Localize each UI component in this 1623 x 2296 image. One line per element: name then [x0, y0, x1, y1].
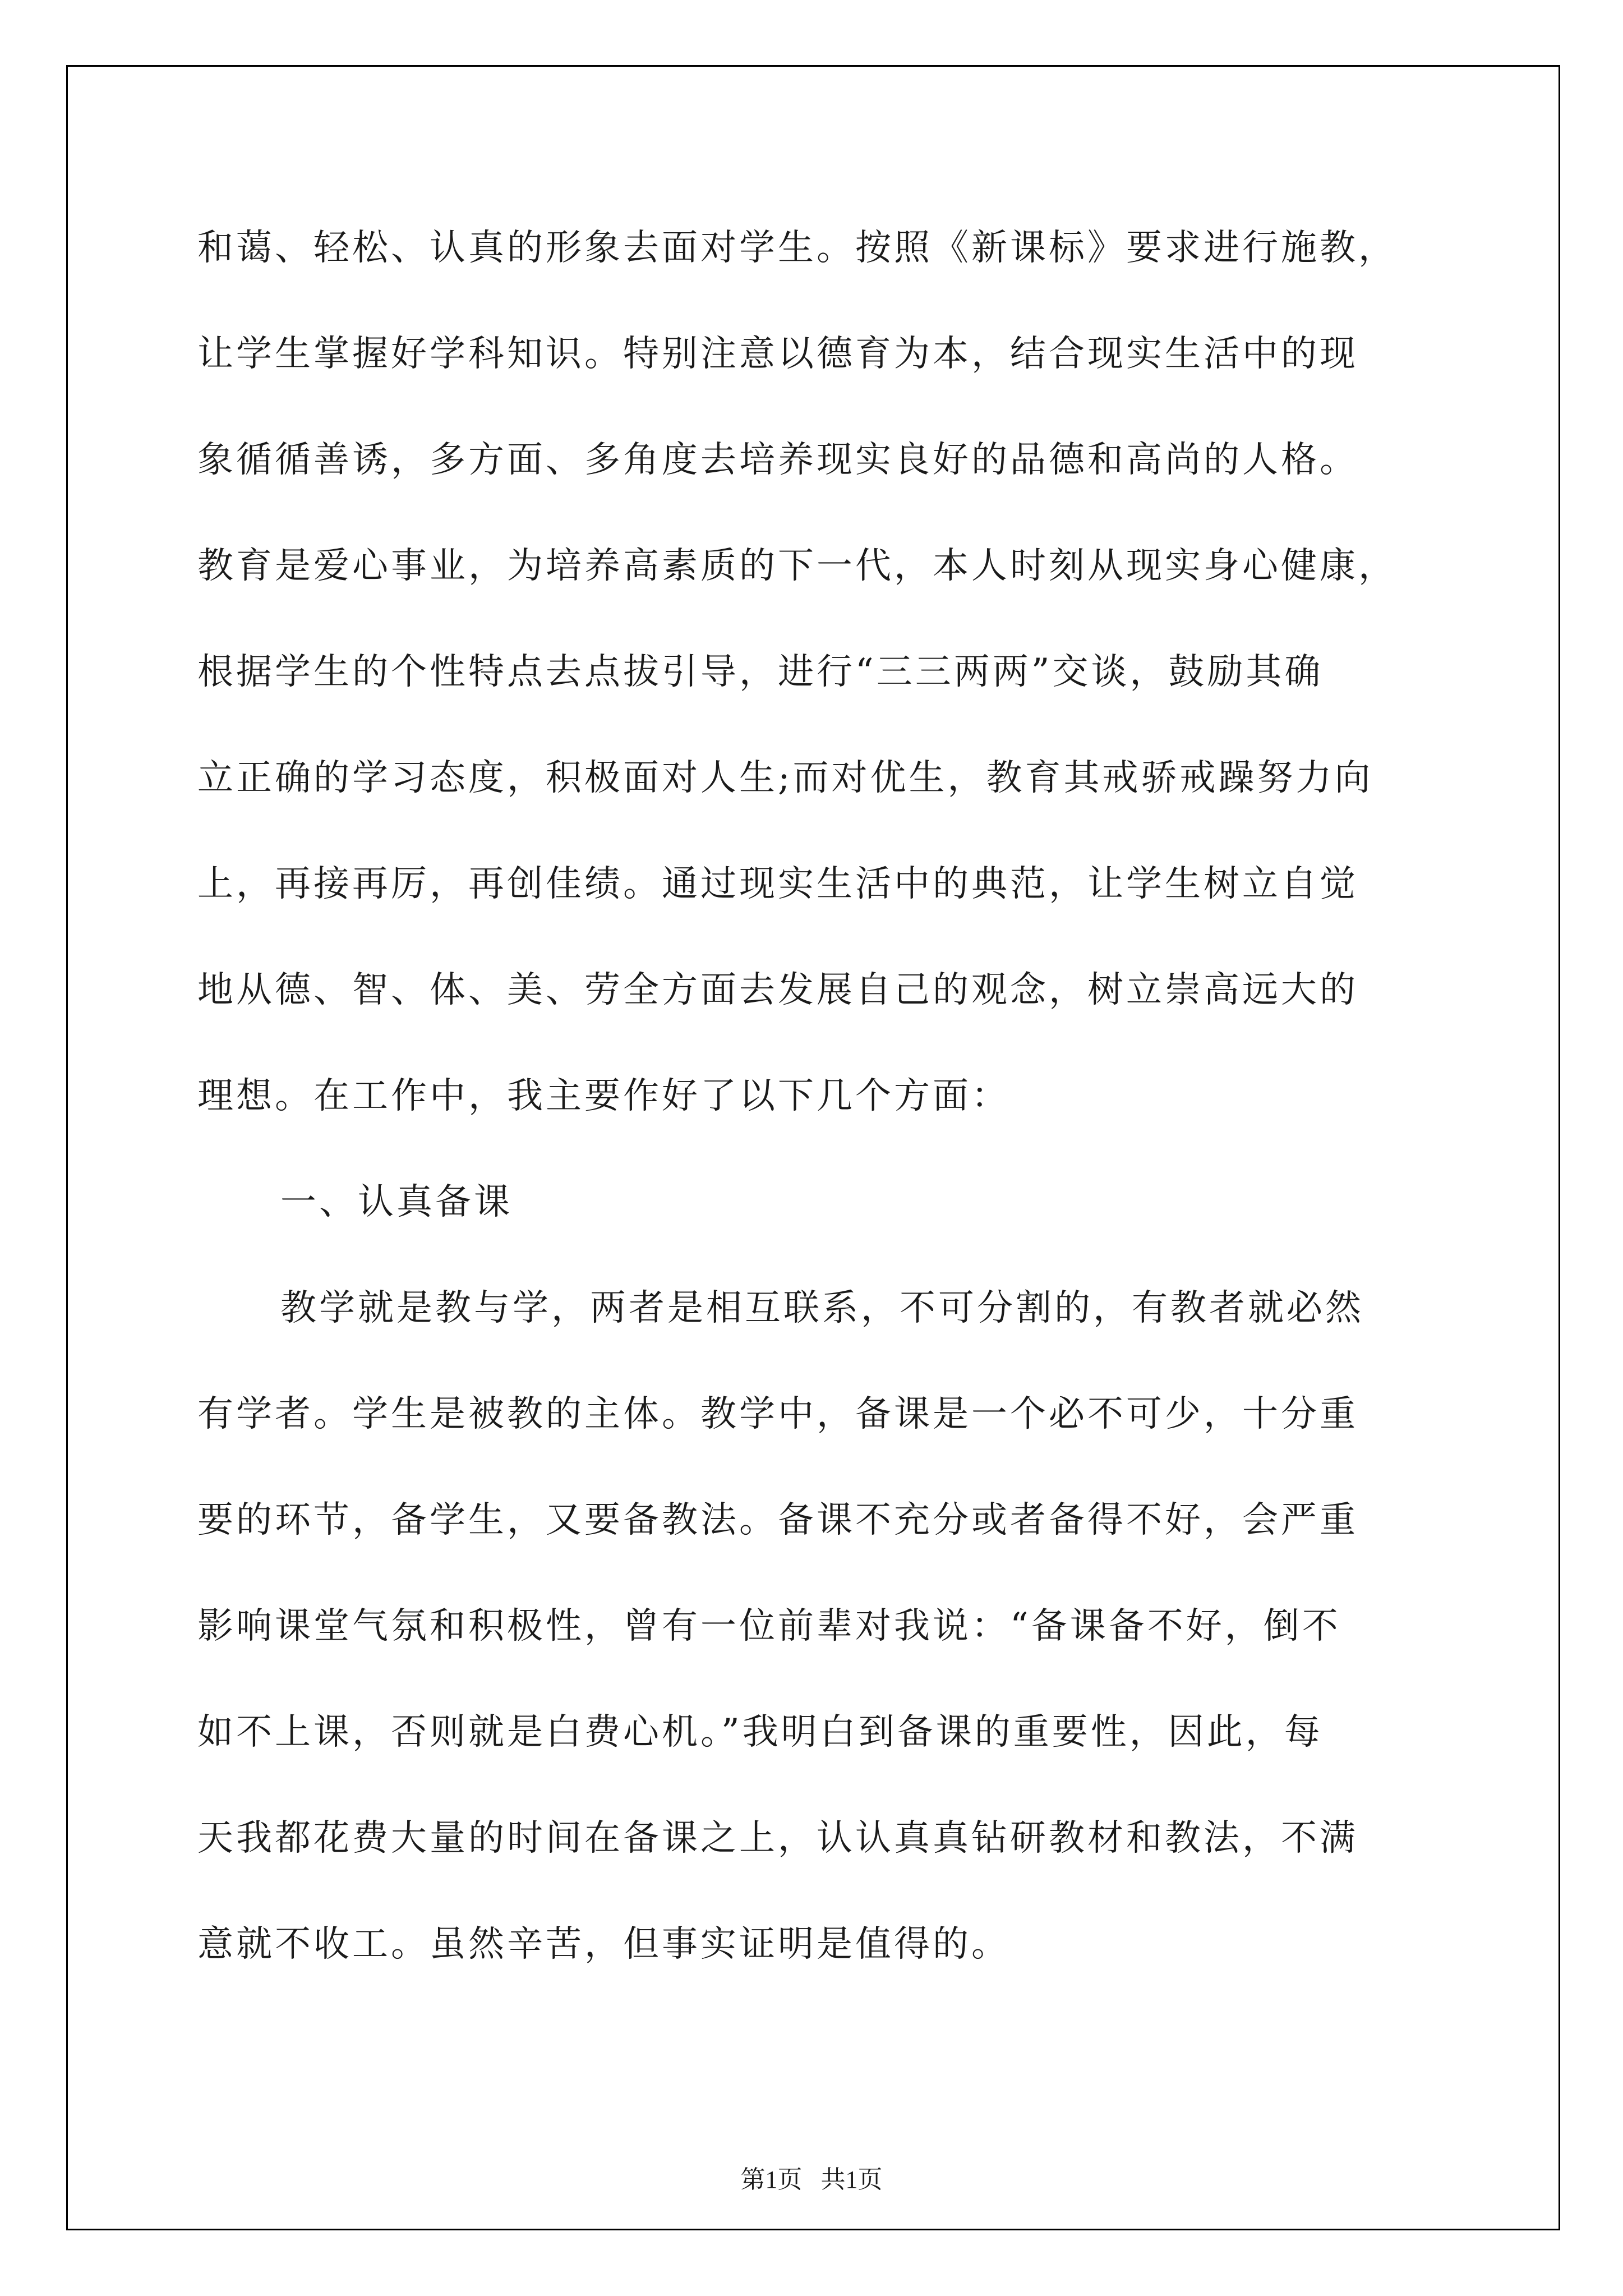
section-heading: 一、认真备课 [280, 1181, 513, 1223]
paragraph-line: 教学就是教与学，两者是相互联系，不可分割的，有教者就必然 [280, 1287, 1364, 1329]
page-footer: 第1页 共1页 [740, 2166, 883, 2193]
page-border [66, 65, 1560, 2230]
paragraph-line: 象循循善诱，多方面、多角度去培养现实良好的品德和高尚的人格。 [197, 439, 1358, 481]
paragraph-line: 要的环节，备学生，又要备教法。备课不充分或者备得不好，会严重 [197, 1499, 1358, 1541]
paragraph-line: 影响课堂气氛和积极性，曾有一位前辈对我说：“备课备不好，倒不 [197, 1605, 1341, 1647]
paragraph-line: 让学生掌握好学科知识。特别注意以德育为本，结合现实生活中的现 [197, 333, 1358, 375]
paragraph-line: 地从德、智、体、美、劳全方面去发展自己的观念，树立崇高远大的 [197, 969, 1358, 1011]
paragraph-line: 有学者。学生是被教的主体。教学中，备课是一个必不可少，十分重 [197, 1393, 1358, 1435]
paragraph-line: 根据学生的个性特点去点拔引导，进行“三三两两”交谈，鼓励其确 [197, 651, 1324, 693]
paragraph-line: 教育是爱心事业，为培养高素质的下一代，本人时刻从现实身心健康， [197, 545, 1397, 587]
paragraph-line: 立正确的学习态度，积极面对人生;而对优生，教育其戒骄戒躁努力向 [197, 757, 1373, 799]
paragraph-line: 和蔼、轻松、认真的形象去面对学生。按照《新课标》要求进行施教， [197, 227, 1397, 269]
paragraph-line: 天我都花费大量的时间在备课之上，认认真真钻研教材和教法，不满 [197, 1818, 1358, 1859]
paragraph-line: 意就不收工。虽然辛苦，但事实证明是值得的。 [197, 1924, 1010, 1965]
paragraph-line: 上，再接再厉，再创佳绩。通过现实生活中的典范，让学生树立自觉 [197, 863, 1358, 905]
paragraph-line: 理想。在工作中，我主要作好了以下几个方面： [197, 1075, 1010, 1117]
paragraph-line: 如不上课，否则就是白费心机。”我明白到备课的重要性，因此，每 [197, 1711, 1323, 1753]
